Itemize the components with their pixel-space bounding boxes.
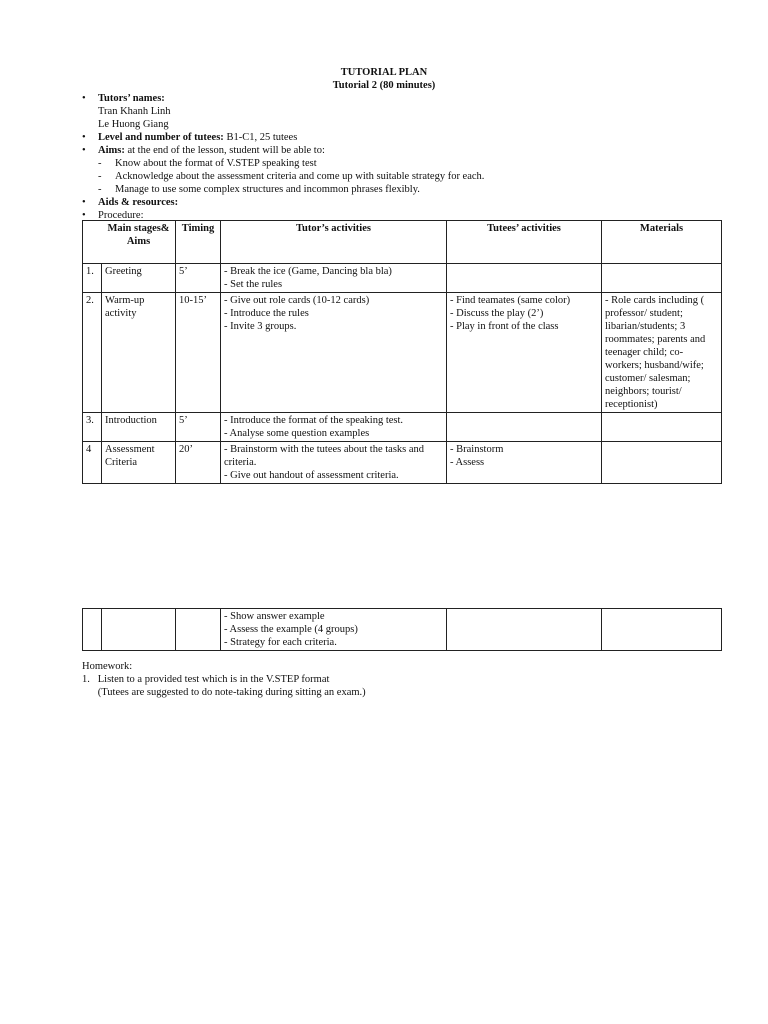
row-materials: [602, 609, 722, 651]
aim-text: Manage to use some complex structures and incommon phrases flexibly.: [115, 184, 420, 195]
tutor-name: Tran Khanh Linh: [98, 106, 171, 117]
row-timing: 5’: [176, 413, 221, 442]
row-number: 1.: [83, 264, 102, 293]
dash-glyph: -: [98, 158, 102, 169]
tutor-name: Le Huong Giang: [98, 119, 169, 130]
row-tutor-activities: [221, 264, 447, 293]
row-stage: Introduction: [102, 413, 176, 442]
tutor-activity: - Introduce the rules: [224, 308, 309, 319]
row-tutor-activities: [221, 413, 447, 442]
bullet-icon: •: [82, 93, 86, 104]
homework-section: [82, 660, 722, 699]
row-tutor-activities: [221, 609, 447, 651]
tutor-activity: - Give out handout of assessment criteria.: [224, 470, 399, 481]
tutee-activity: - Assess: [450, 457, 485, 468]
row-stage: Greeting: [102, 264, 176, 293]
row-timing: [176, 609, 221, 651]
tutor-activity: - Give out role cards (10-12 cards): [224, 295, 370, 306]
table-row: [83, 264, 722, 293]
tutee-activity: - Play in front of the class: [450, 321, 559, 332]
aim-item: [82, 183, 722, 196]
bullet-icon: •: [82, 145, 86, 156]
level-value: B1-C1, 25 tutees: [223, 132, 298, 143]
tutors-label: Tutors’ names:: [98, 93, 165, 104]
procedure-table: [82, 220, 722, 484]
aim-item: [82, 157, 722, 170]
row-timing: 5’: [176, 264, 221, 293]
aim-text: Acknowledge about the assessment criteria and come up with suitable strategy for each.: [115, 171, 485, 182]
aids-row: [82, 196, 722, 209]
tutor-activity: - Strategy for each criteria.: [224, 637, 337, 648]
row-number: 3.: [83, 413, 102, 442]
table-row: [83, 413, 722, 442]
header-stage: Main stages& Aims: [83, 221, 176, 264]
tutor-activity: - Brainstorm with the tutees about the tasks and criteria.: [224, 444, 425, 468]
document-title: TUTORIAL PLAN: [340, 67, 428, 78]
bullet-icon: •: [82, 197, 86, 208]
row-materials: - Role cards including ( professor/ student; libarian/students; 3 roommates; parents and teenager child; co-workers; husband/wife; customer/ salesman; neighbors; tourist/ receptionist): [602, 293, 722, 413]
homework-item: 1. Listen to a provided test which is in the V.STEP format: [82, 674, 330, 685]
row-stage: Warm-up activity: [102, 293, 176, 413]
tutor-activity: - Assess the example (4 groups): [224, 624, 358, 635]
row-tutee-activities: [447, 264, 602, 293]
row-tutor-activities: [221, 442, 447, 484]
homework-label: Homework:: [82, 661, 133, 672]
header-tutees: Tutees’ activities: [447, 221, 602, 264]
table-row: [83, 293, 722, 413]
aims-row: [82, 144, 722, 157]
level-label: Level and number of tutees:: [98, 132, 224, 143]
aim-item: [82, 170, 722, 183]
homework-note: (Tutees are suggested to do note-taking during sitting an exam.): [82, 687, 366, 698]
row-materials: [602, 264, 722, 293]
document-subtitle: Tutorial 2 (80 minutes): [332, 80, 436, 91]
dash-glyph: -: [98, 184, 102, 195]
aim-text: Know about the format of V.STEP speaking test: [115, 158, 317, 169]
procedure-table-continued: [82, 608, 722, 651]
header-tutor: Tutor’s activities: [221, 221, 447, 264]
plan-info: [82, 92, 722, 222]
procedure-label: Procedure:: [98, 210, 144, 221]
row-tutee-activities: [447, 609, 602, 651]
row-tutee-activities: [447, 442, 602, 484]
row-tutor-activities: [221, 293, 447, 413]
aims-intro: at the end of the lesson, student will be able to:: [124, 145, 325, 156]
row-stage: Assessment Criteria: [102, 442, 176, 484]
aims-label: Aims:: [98, 145, 125, 156]
tutee-activity: - Discuss the play (2’): [450, 308, 544, 319]
tutor-activity: - Set the rules: [224, 279, 283, 290]
tutor-activity: - Invite 3 groups.: [224, 321, 297, 332]
row-materials: [602, 413, 722, 442]
bullet-icon: •: [82, 210, 86, 221]
tutor-activity: - Break the ice (Game, Dancing bla bla): [224, 266, 392, 277]
dash-glyph: -: [98, 171, 102, 182]
row-tutee-activities: [447, 413, 602, 442]
header-materials: Materials: [602, 221, 722, 264]
aids-label: Aids & resources:: [98, 197, 179, 208]
table-header-row: [83, 221, 722, 264]
bullet-icon: •: [82, 132, 86, 143]
tutor-activity: - Analyse some question examples: [224, 428, 370, 439]
row-tutee-activities: [447, 293, 602, 413]
row-timing: 10-15’: [176, 293, 221, 413]
tutors-row: [82, 92, 722, 105]
row-number: 4: [83, 442, 102, 484]
tutor-activity: - Introduce the format of the speaking test.: [224, 415, 404, 426]
row-number: [83, 609, 102, 651]
row-materials: [602, 442, 722, 484]
tutee-activity: - Find teamates (same color): [450, 295, 571, 306]
tutor-activity: - Show answer example: [224, 611, 325, 622]
tutee-activity: - Brainstorm: [450, 444, 504, 455]
table-row: [83, 609, 722, 651]
table-row: [83, 442, 722, 484]
level-row: [82, 131, 722, 144]
row-timing: 20’: [176, 442, 221, 484]
row-number: 2.: [83, 293, 102, 413]
header-timing: Timing: [176, 221, 221, 264]
row-stage: [102, 609, 176, 651]
